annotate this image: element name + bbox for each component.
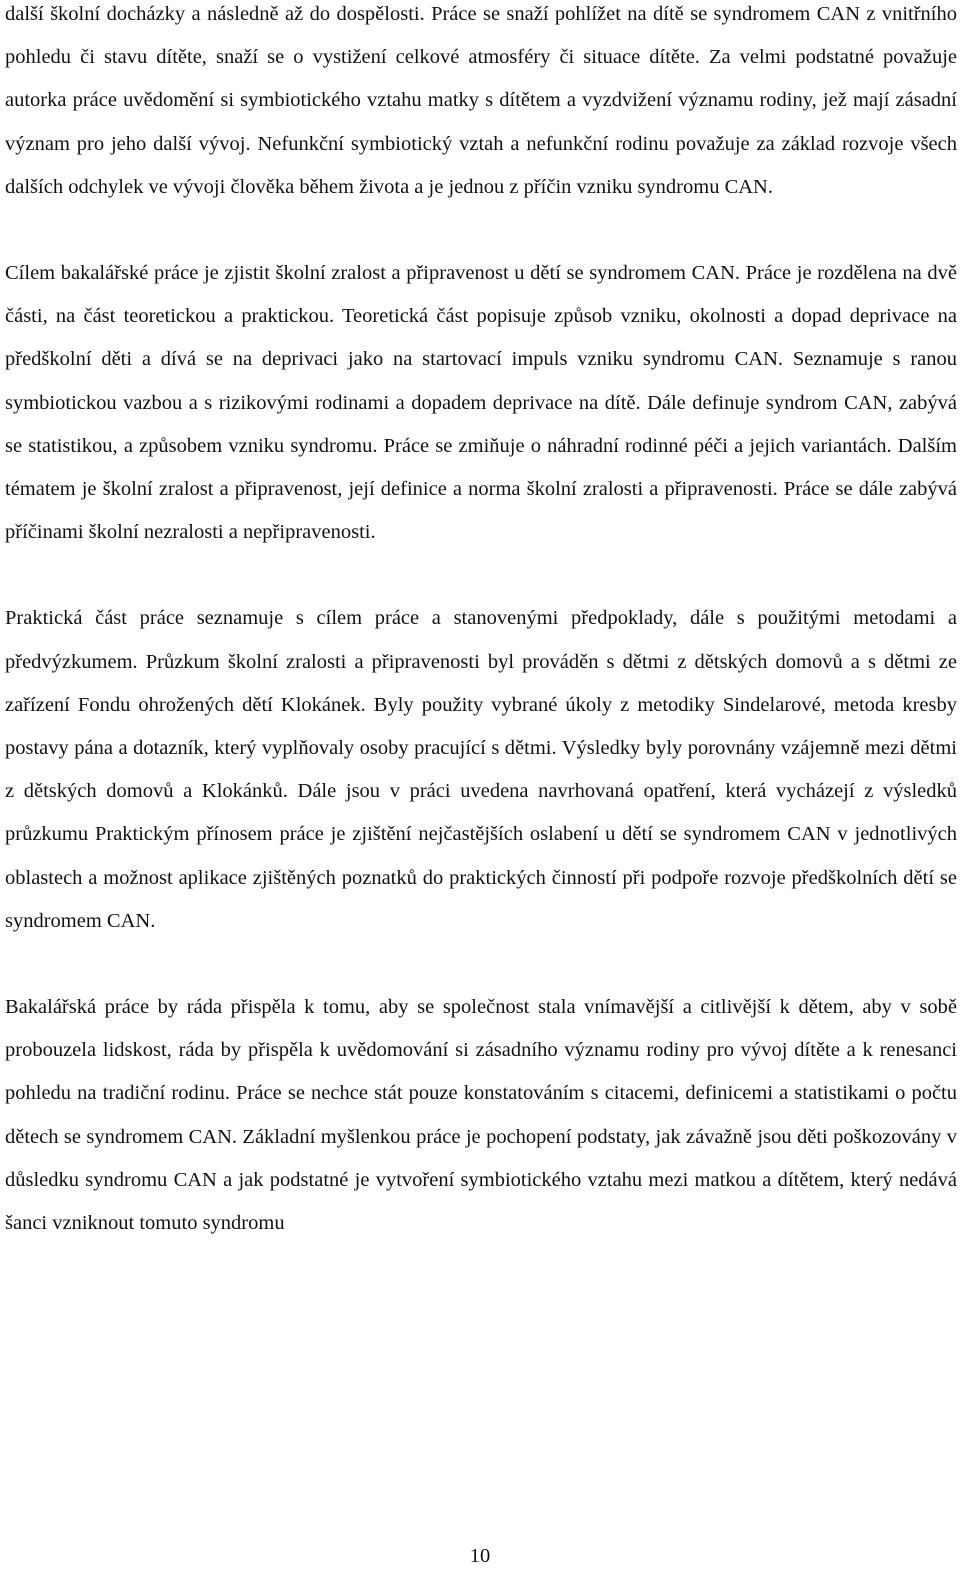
- paragraph-practical-part: Praktická část práce seznamuje s cílem práce a stanovenými předpoklady, dále s použitými metodami a předvýzkumem. Průzkum školní zralosti a připravenosti byl prováděn s dětmi z dětských domovů a s dětmi ze zařízení Fondu ohrožených dětí Klokánek. Byly použity vybrané úkoly z metodiky Sindelarové, metoda kresby postavy pána a dotazník, který vyplňovaly osoby pracující s dětmi. Výsledky byly porovnány vzájemně mezi dětmi z dětských domovů a Klokánků. Dále jsou v práci uvedena navrhovaná opatření, která vycházejí z výsledků průzkumu Praktickým přínosem práce je zjištění nejčastějších oslabení u dětí se syndromem CAN v jednotlivých oblastech a možnost aplikace zjištěných poznatků do praktických činností při podpoře rozvoje předškolních dětí se syndromem CAN.: [5, 607, 957, 932]
- page-number: 10: [469, 1545, 491, 1567]
- paragraph-thesis-aim: Cílem bakalářské práce je zjistit školní zralost a připravenost u dětí se syndromem CAN. Práce je rozdělena na dvě části, na část teoretickou a praktickou. Teoretická část popisuje způsob vzniku, okolnosti a dopad deprivace na předškolní děti a dívá se na deprivaci jako na startovací impuls vzniku syndromu CAN. Seznamuje s ranou symbiotickou vazbou a s rizikovými rodinami a dopadem deprivace na dítě. Dále definuje syndrom CAN, zabývá se statistikou, a způsobem vzniku syndromu. Práce se zmiňuje o náhradní rodinné péči a jejich variantách. Dalším tématem je školní zralost a připravenost, její definice a norma školní zralosti a připravenosti. Práce se dále zabývá příčinami školní nezralosti a nepřipravenosti.: [5, 262, 957, 544]
- paragraph-gap: [5, 554, 957, 597]
- paragraph-gap: [5, 209, 957, 252]
- paragraph-gap: [5, 943, 957, 986]
- paragraph-intro-continuation: další školní docházky a následně až do dospělosti. Práce se snaží pohlížet na dítě se syndromem CAN z vnitřního pohledu či stavu dítěte, snaží se o vystižení celkové atmosféry či situace dítěte. Za velmi podstatné považuje autorka práce uvědomění si symbiotického vztahu matky s dítětem a vyzdvižení významu rodiny, jež mají zásadní význam pro jeho další vývoj. Nefunkční symbiotický vztah a nefunkční rodinu považuje za základ rozvoje všech dalších odchylek ve vývoji člověka během života a je jednou z příčin vzniku syndromu CAN.: [5, 3, 957, 198]
- paragraph-thesis-contribution: Bakalářská práce by ráda přispěla k tomu, aby se společnost stala vnímavější a citlivější k dětem, aby v sobě probouzela lidskost, ráda by přispěla k uvědomování si zásadního významu rodiny pro vývoj dítěte a k renesanci pohledu na tradiční rodinu. Práce se nechce stát pouze konstatováním s citacemi, definicemi a statistikami o počtu dětech se syndromem CAN. Základní myšlenkou práce je pochopení podstaty, jak závažně jsou děti poškozovány v důsledku syndromu CAN a jak podstatné je vytvoření symbiotického vztahu mezi matkou a dítětem, který nedává šanci vzniknout tomuto syndromu: [5, 996, 957, 1235]
- document-page: [5, 0, 957, 1245]
